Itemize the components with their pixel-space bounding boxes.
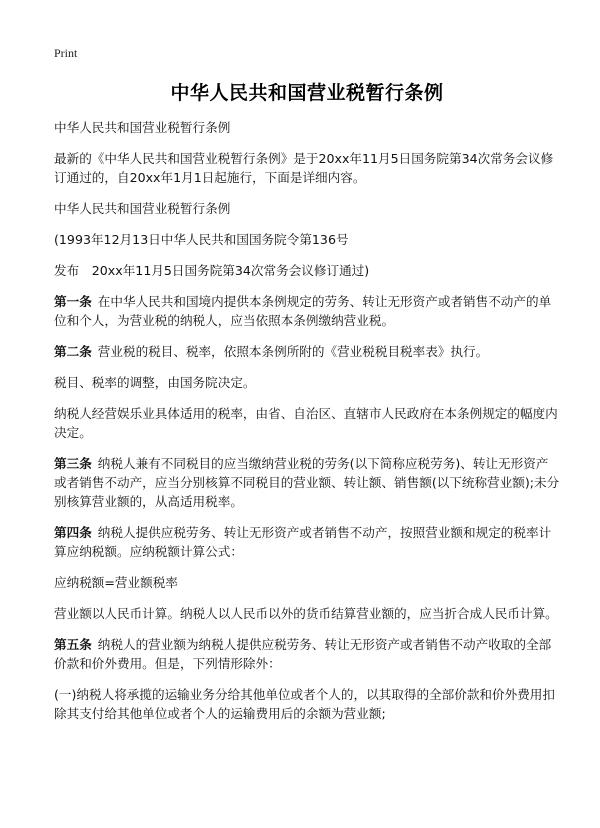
paragraph-text: (1993年12月13日中华人民共和国国务院令第136号 [54, 232, 349, 247]
article-1 [54, 292, 560, 330]
article-2 [54, 342, 560, 361]
article-text: 营业税的税目、税率，依照本条例所附的《营业税税目税率表》执行。 [97, 344, 489, 359]
article-4 [54, 523, 560, 561]
article-label: 第三条 [54, 456, 92, 471]
paragraph-text: 纳税人经营娱乐业具体适用的税率，由省、自治区、直辖市人民政府在本条例规定的幅度内决定。 [54, 406, 558, 440]
print-label: Print [54, 46, 78, 60]
paragraph-text: 营业额以人民币计算。纳税人以人民币以外的货币结算营业额的，应当折合成人民币计算。 [54, 606, 558, 621]
paragraph-formula [54, 573, 560, 592]
article-text: 纳税人兼有不同税目的应当缴纳营业税的劳务(以下简称应税劳务)、转让无形资产或者销售不动产，应当分别核算不同税目的营业额、转让额、销售额(以下统称营业额);未分别核算营业额的，从高适用税率。 [54, 456, 560, 509]
article-label: 第一条 [54, 294, 92, 309]
paragraph-exception-1 [54, 685, 560, 723]
paragraph-text: 应纳税额=营业额税率 [54, 575, 178, 590]
paragraph-entertainment-rate [54, 404, 560, 442]
paragraph-text: 中华人民共和国营业税暂行条例 [54, 201, 231, 216]
article-text: 在中华人民共和国境内提供本条例规定的劳务、转让无形资产或者销售不动产的单位和个人，为营业税的纳税人，应当依照本条例缴纳营业税。 [54, 294, 552, 328]
paragraph-text: (一)纳税人将承揽的运输业务分给其他单位或者个人的，以其取得的全部价款和价外费用扣除其支付给其他单位或者个人的运输费用后的余额为营业额; [54, 687, 555, 721]
paragraph-heading [54, 199, 560, 218]
article-text: 纳税人提供应税劳务、转让无形资产或者销售不动产，按照营业额和规定的税率计算应纳税额。应纳税额计算公式： [54, 525, 552, 559]
article-text: 纳税人的营业额为纳税人提供应税劳务、转让无形资产或者销售不动产收取的全部价款和价外费用。但是，下列情形除外： [54, 637, 552, 671]
article-label: 第四条 [54, 525, 92, 540]
article-5 [54, 635, 560, 673]
article-label: 第二条 [54, 344, 92, 359]
paragraph-decree [54, 230, 560, 249]
paragraph-rate-adjust [54, 373, 560, 392]
paragraph-intro [54, 149, 560, 187]
article-label: 第五条 [54, 637, 92, 652]
paragraph-text: 最新的《中华人民共和国营业税暂行条例》是于20xx年11月5日国务院第34次常务会议修订通过的，自20xx年1月1日起施行，下面是详细内容。 [54, 151, 554, 185]
document-body [54, 118, 560, 735]
document-title: 中华人民共和国营业税暂行条例 [170, 82, 444, 104]
paragraph-subtitle [54, 118, 560, 137]
paragraph-currency [54, 604, 560, 623]
paragraph-text: 发布 20xx年11月5日国务院第34次常务会议修订通过) [54, 263, 370, 278]
paragraph-publish [54, 261, 560, 280]
paragraph-text: 中华人民共和国营业税暂行条例 [54, 120, 231, 135]
paragraph-text: 税目、税率的调整，由国务院决定。 [54, 375, 256, 390]
article-3 [54, 454, 560, 511]
